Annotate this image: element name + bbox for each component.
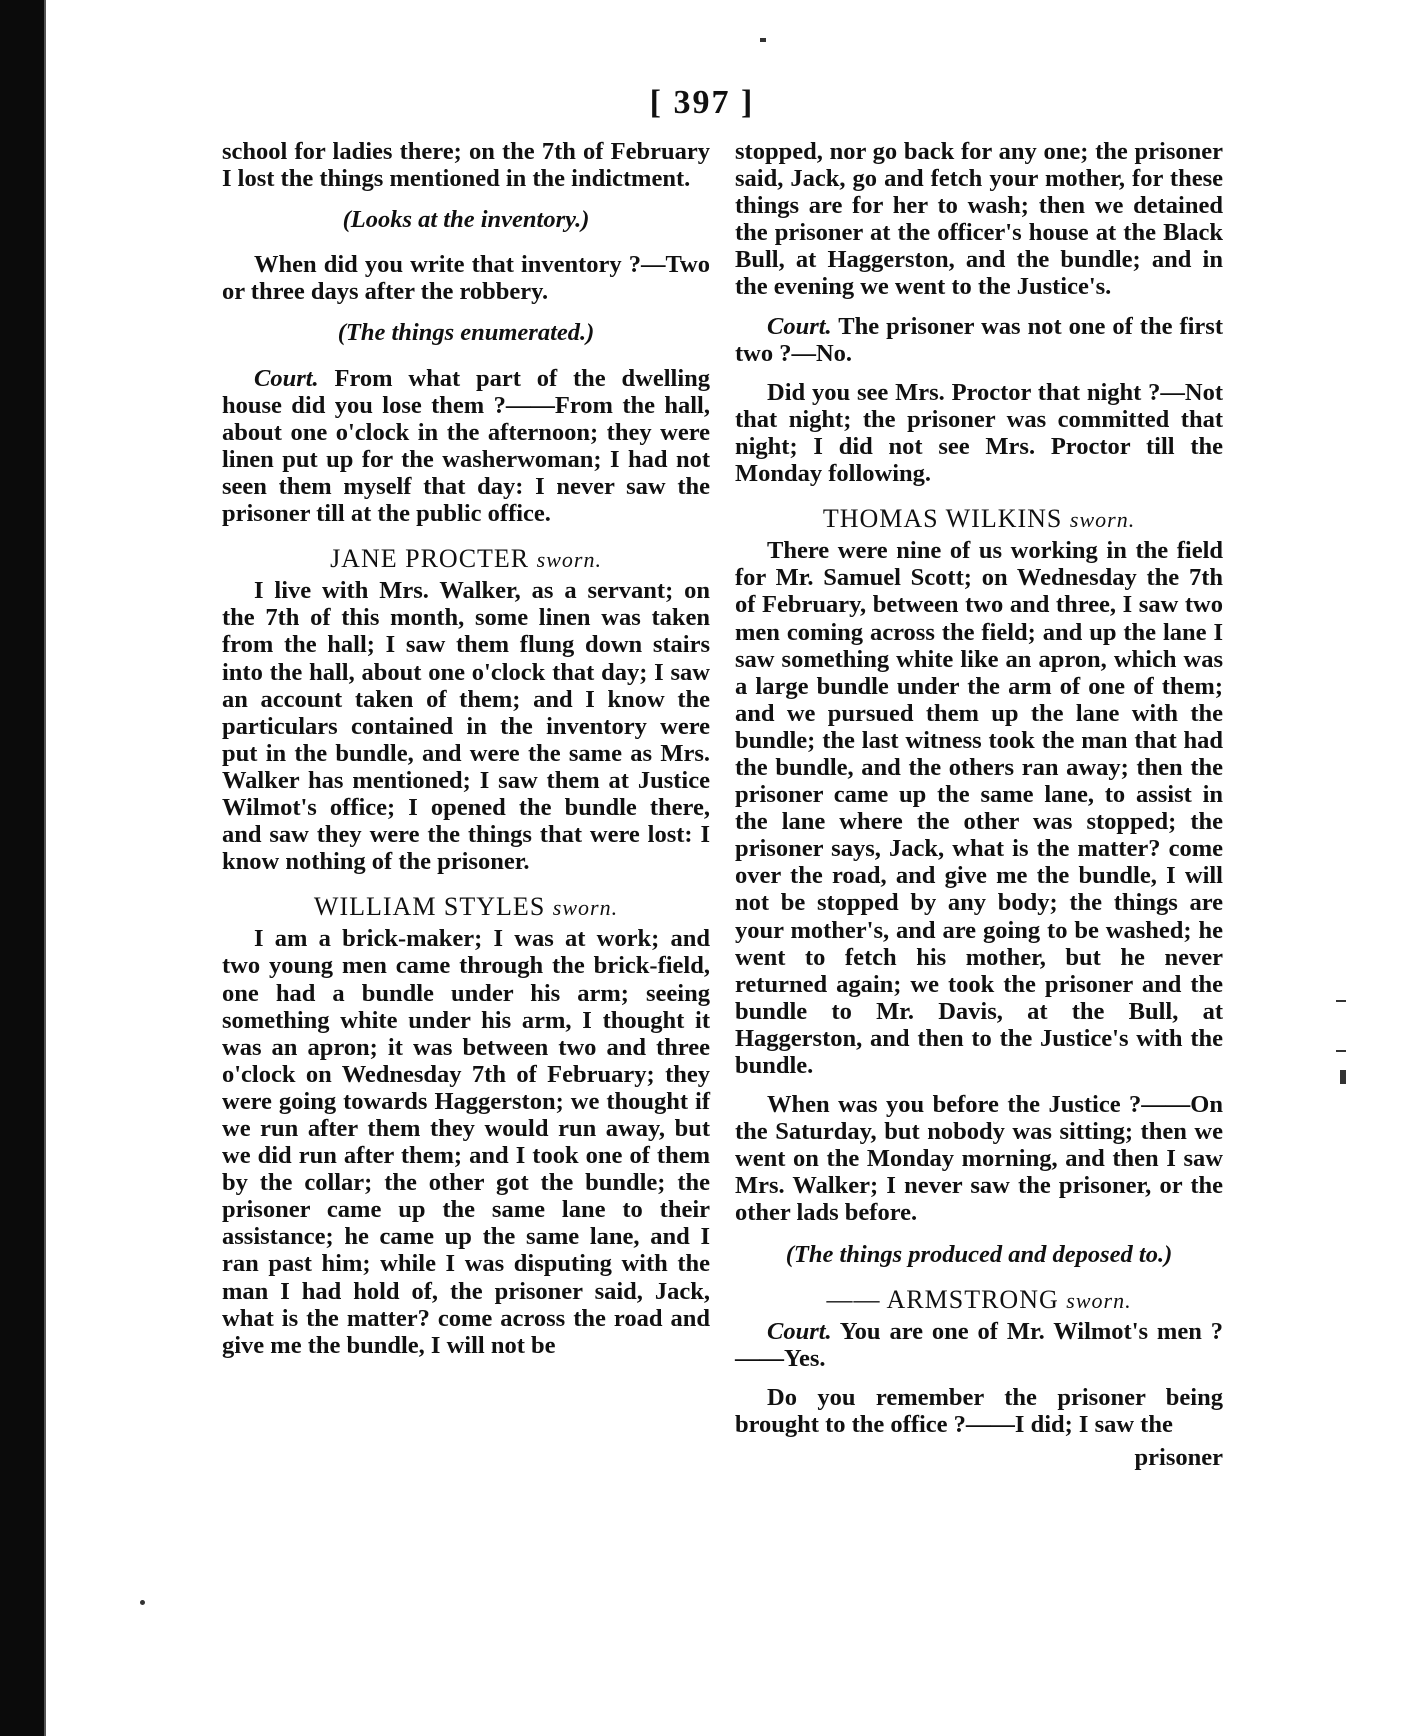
scan-speck xyxy=(1340,1070,1346,1084)
paragraph: Did you see Mrs. Proctor that night ?—Not that night; the prisoner was committed that night; I did not see Mrs. Proctor till the Monday following. xyxy=(735,378,1223,488)
page-number: [ 397 ] xyxy=(649,84,755,121)
paragraph xyxy=(735,313,1223,367)
paragraph: stopped, nor go back for any one; the prisoner said, Jack, go and fetch your mother, for these things are for her to wash; then we detained the prisoner at the officer's house at the Black Bull, at Haggerston, and the bundle; and in the evening we went to the Justice's. xyxy=(735,138,1223,301)
scan-speck xyxy=(1336,1000,1346,1002)
paragraph xyxy=(222,365,710,528)
sworn-label: sworn. xyxy=(552,895,619,921)
left-column xyxy=(222,138,710,1371)
witness-heading xyxy=(735,1286,1223,1314)
speaker-label: Court. xyxy=(767,1317,832,1345)
paragraph-text: The prisoner was not one of the first two ?—No. xyxy=(735,312,1223,367)
paragraph: school for ladies there; on the 7th of February I lost the things mentioned in the indictment. xyxy=(222,138,710,193)
paragraph: I live with Mrs. Walker, as a servant; on the 7th of this month, some linen was taken from the hall; I saw them flung down stairs into the hall, about one o'clock that day; I saw an account taken of them; and I know the particulars contained in the inventory were put in the bundle, and were the same as Mrs. Walker has mentioned; I saw them at Justice Wilmot's office; I opened the bundle there, and saw they were the things that were lost: I know nothing of the prisoner. xyxy=(222,577,710,876)
paragraph: When did you write that inventory ?—Two or three days after the robbery. xyxy=(222,251,710,306)
paragraph: Do you remember the prisoner being brought to the office ?——I did; I saw the xyxy=(735,1383,1223,1439)
paragraph xyxy=(735,1318,1223,1372)
sworn-label: sworn. xyxy=(1069,507,1136,533)
paragraph-text: From what part of the dwelling house did you lose them ?——From the hall, about one o'clock in the afternoon; they were linen put up for the washerwoman; I had not seen them myself that day: I never saw the prisoner till at the public office. xyxy=(222,364,710,528)
scan-speck xyxy=(1336,1050,1346,1052)
paragraph: There were nine of us working in the field for Mr. Samuel Scott; on Wednesday the 7th of February, between two and three, I saw two men coming across the field; and up the lane I saw something white like an apron, which was a large bundle under the arm of one of them; and we pursued them up the lane with the bundle; the last witness took the man that had the bundle, and the others ran away; then the prisoner came up the same lane, to assist in the lane where the other was stopped; the prisoner says, Jack, what is the matter? come over the road, and give me the bundle, I will not be stopped by any body; the things are your mother's, and are going to be washed; he went to fetch his mother, but he never returned again; we took the prisoner and the bundle to Mr. Davis, at the Bull, at Haggerston, and then to the Justice's with the bundle. xyxy=(735,537,1223,1079)
stage-direction: (The things enumerated.) xyxy=(337,319,595,347)
paragraph: I am a brick-maker; I was at work; and two young men came through the brick-field, one had a bundle under his arm; seeing something white under his arm, I thought it was an apron; it was between two and three o'clock on Wednesday 7th of February; they were going towards Haggerston; we thought if we run after them they would run away, but we did run after them; and I took one of them by the collar; the other got the bundle; the prisoner came up the same lane to their assistance; he came up the same lane, and I ran past him; while I was disputing with the man I had hold of, the prisoner said, Jack, what is the matter? come across the road and give me the bundle, I will not be xyxy=(222,925,710,1359)
scan-binding-line xyxy=(44,0,46,1736)
sworn-label: sworn. xyxy=(1066,1287,1132,1313)
witness-name: —— ARMSTRONG xyxy=(826,1284,1059,1314)
witness-name: THOMAS WILKINS xyxy=(822,504,1063,534)
speaker-label: Court. xyxy=(767,312,832,340)
scan-speck xyxy=(760,38,766,42)
catchword: prisoner xyxy=(1134,1444,1223,1472)
right-column xyxy=(735,138,1223,1483)
scan-binding-edge xyxy=(0,0,44,1736)
witness-name: WILLIAM STYLES xyxy=(313,892,546,922)
stage-direction: (Looks at the inventory.) xyxy=(342,206,590,234)
witness-heading xyxy=(222,893,710,921)
witness-heading xyxy=(735,505,1223,533)
witness-heading xyxy=(222,545,710,573)
paragraph: When was you before the Justice ?——On the Saturday, but nobody was sitting; then we went on the Monday morning, and then I saw Mrs. Walker; I never saw the prisoner, or the other lads before. xyxy=(735,1091,1223,1227)
stage-direction: (The things produced and deposed to.) xyxy=(785,1240,1173,1268)
speaker-label: Court. xyxy=(254,364,319,392)
sworn-label: sworn. xyxy=(536,547,602,573)
witness-name: JANE PROCTER xyxy=(330,544,530,574)
paragraph-text: You are one of Mr. Wilmot's men ?——Yes. xyxy=(735,1317,1223,1372)
scan-speck xyxy=(140,1600,145,1605)
